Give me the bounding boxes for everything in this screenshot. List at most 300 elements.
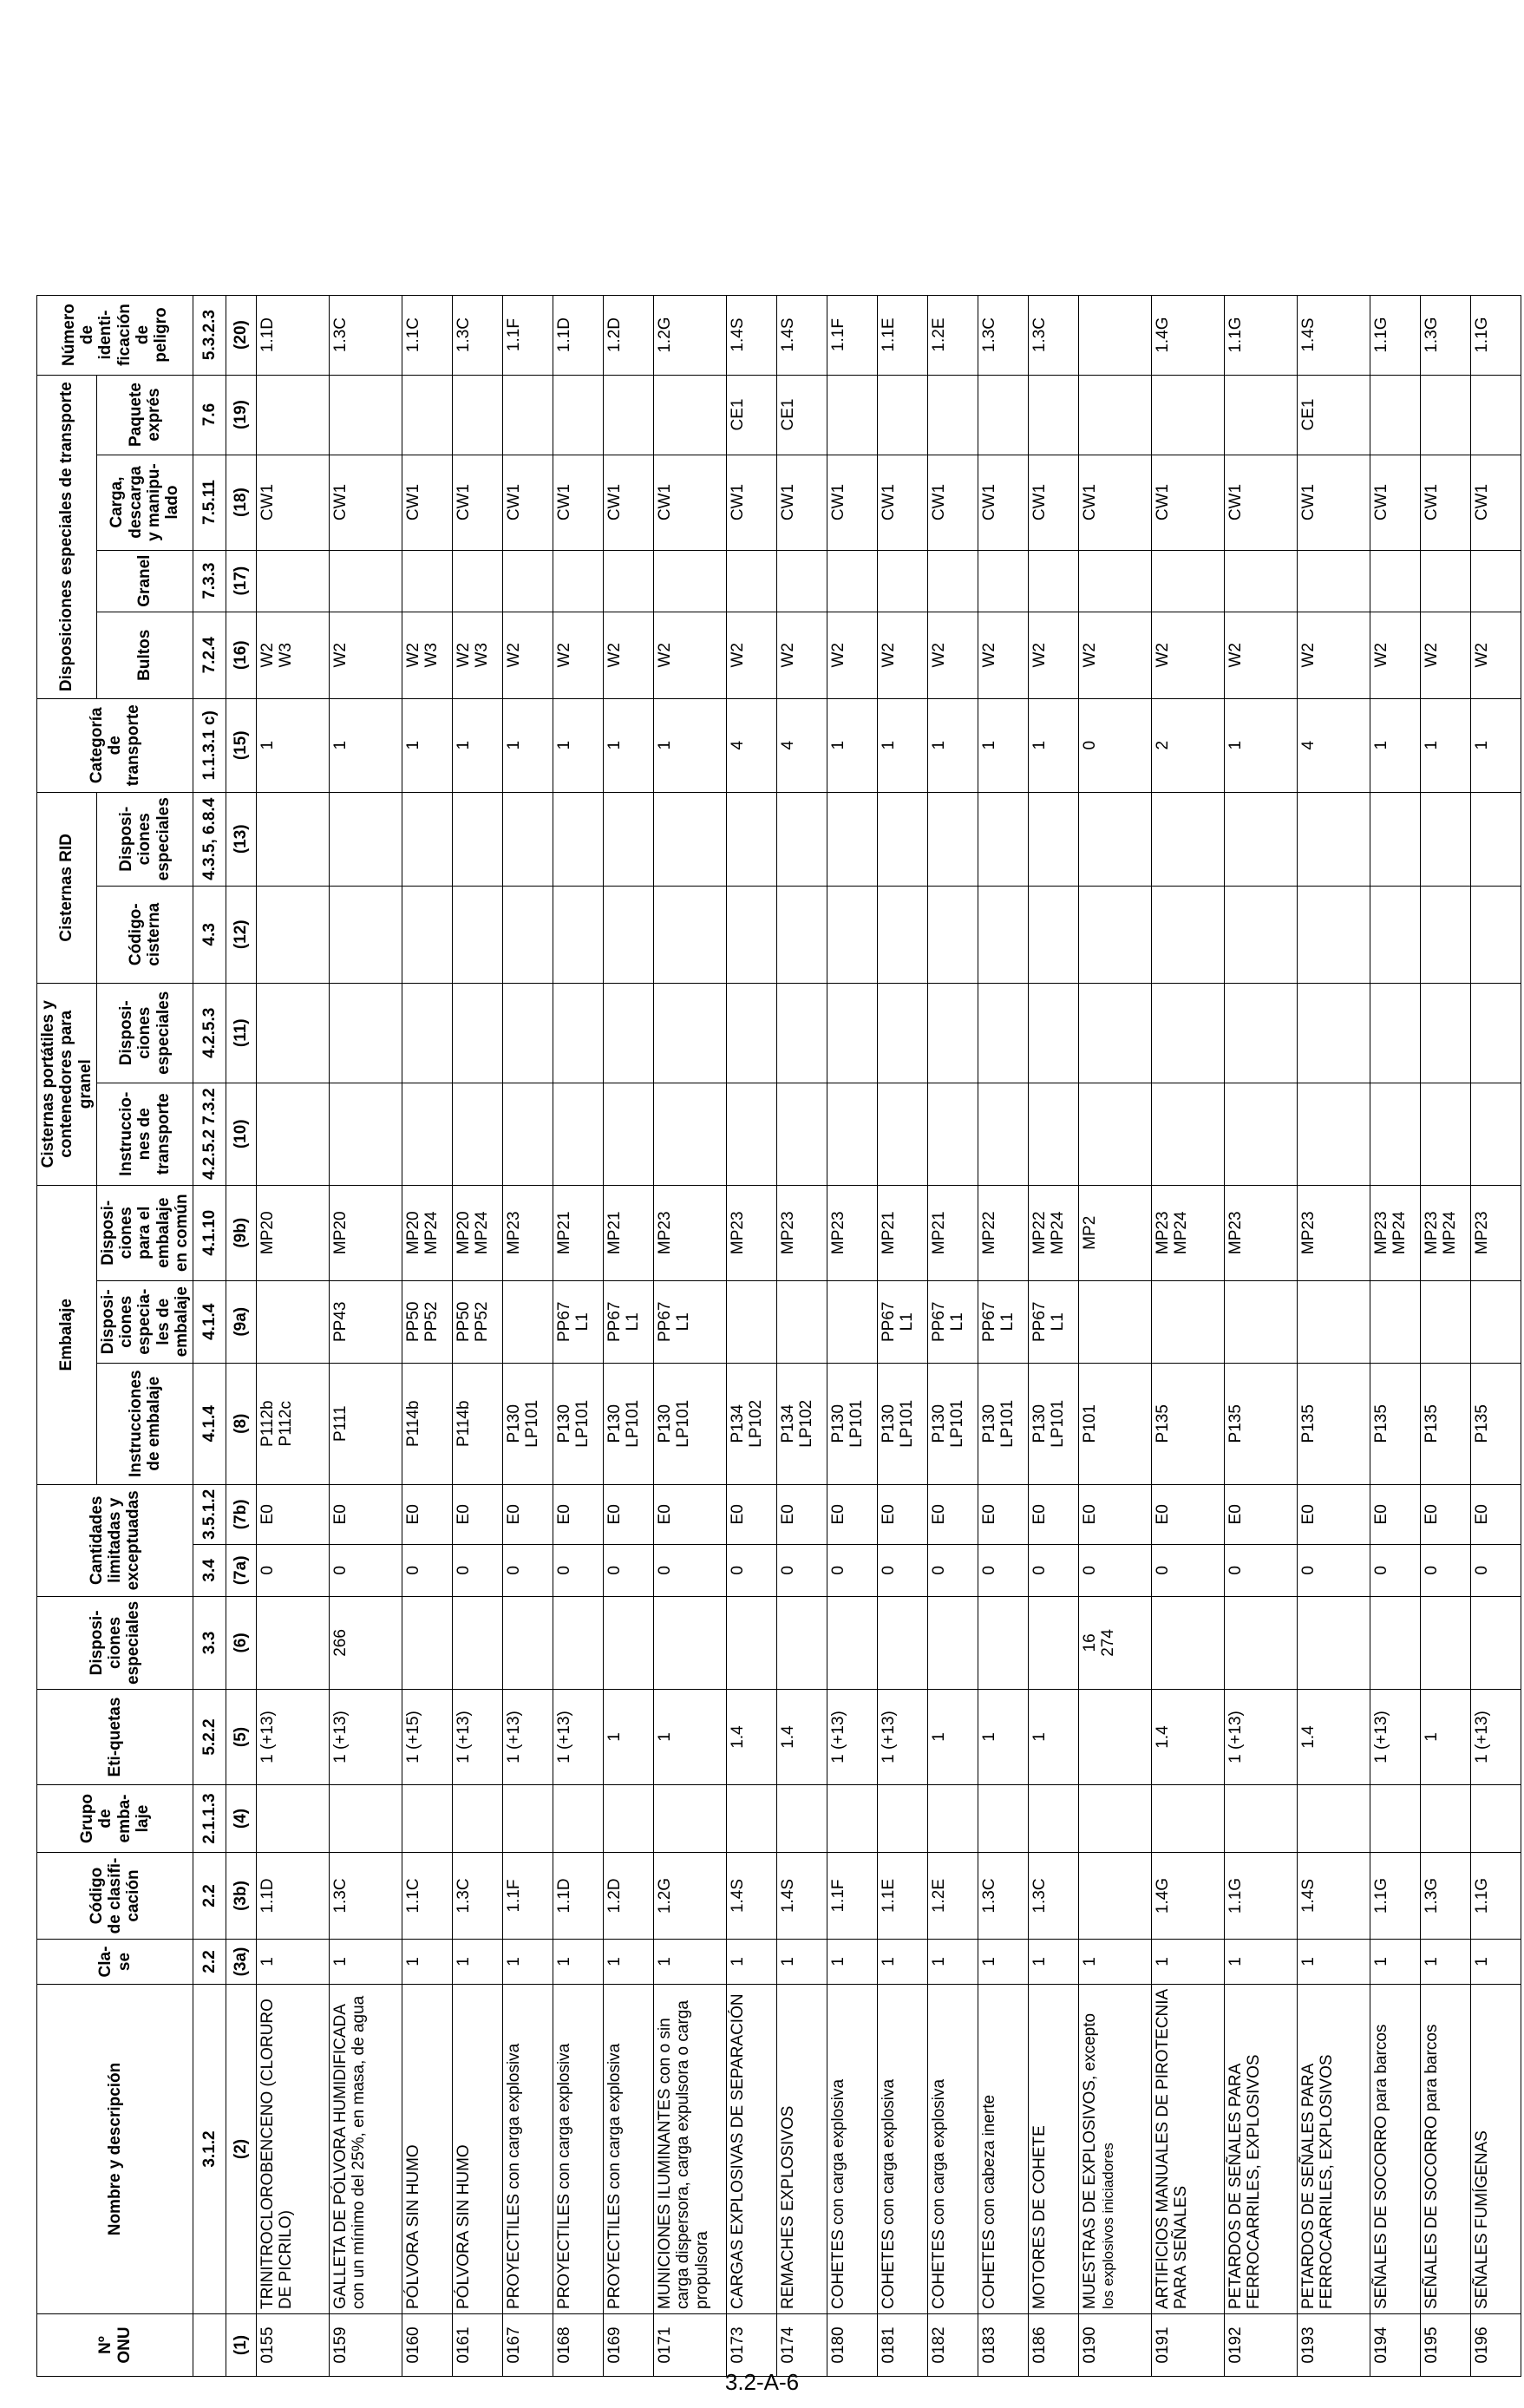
- name-cell: [827, 1985, 878, 2314]
- carga-cell: CW1: [604, 455, 654, 550]
- etiquetas-cell: 1 (+13): [878, 1690, 928, 1785]
- rid-disposiciones-cell: [257, 792, 330, 886]
- granel-cell: [777, 550, 827, 612]
- cantidad-limitada-cell: 0: [978, 1544, 1029, 1596]
- column-number-cell: (17): [226, 550, 257, 612]
- rid-disposiciones-cell: [1370, 792, 1421, 886]
- header-clase: Cla-se: [37, 1940, 193, 1985]
- codigo-cell: 1.3C: [978, 1853, 1029, 1940]
- table-row: [1079, 295, 1152, 2376]
- reference-cell: 2.2: [193, 1853, 226, 1940]
- granel-cell: [928, 550, 978, 612]
- bultos-cell: W2 W3: [453, 612, 503, 698]
- peligro-cell: 1.1G: [1370, 295, 1421, 375]
- expres-cell: [1370, 375, 1421, 455]
- rid-codigo-cell: [503, 886, 553, 983]
- categoria-cell: 1: [928, 698, 978, 792]
- rid-codigo-cell: [928, 886, 978, 983]
- grupo-cell: [453, 1785, 503, 1853]
- cantidad-exceptuada-cell: E0: [604, 1484, 654, 1544]
- rid-codigo-cell: [1298, 886, 1370, 983]
- embalaje-especial-cell: [1079, 1280, 1152, 1363]
- rid-disposiciones-cell: [878, 792, 928, 886]
- rid-codigo-cell: [453, 886, 503, 983]
- cp-disposiciones-cell: [1370, 983, 1421, 1083]
- cp-instrucciones-cell: [878, 1083, 928, 1185]
- cp-disposiciones-cell: [553, 983, 604, 1083]
- disp-cell: [827, 1596, 878, 1689]
- granel-cell: [402, 550, 453, 612]
- name-cell: [453, 1985, 503, 2314]
- cp-instrucciones-cell: [1152, 1083, 1225, 1185]
- embalaje-comun-cell: MP23 MP24: [1152, 1185, 1225, 1280]
- column-number-cell: (19): [226, 375, 257, 455]
- name-text: COHETES con carga explosiva: [930, 2078, 949, 2309]
- embalaje-comun-cell: MP23: [1225, 1185, 1298, 1280]
- categoria-cell: 4: [727, 698, 777, 792]
- table-row: [1370, 295, 1421, 2376]
- granel-cell: [257, 550, 330, 612]
- disp-cell: [1421, 1596, 1471, 1689]
- bultos-cell: W2: [1225, 612, 1298, 698]
- disp-cell: [777, 1596, 827, 1689]
- codigo-cell: 1.2D: [604, 1853, 654, 1940]
- name-cell: [777, 1985, 827, 2314]
- embalaje-cell: P135: [1152, 1363, 1225, 1484]
- name-text: SEÑALES FUMÍGENAS: [1473, 2130, 1492, 2309]
- cp-disposiciones-cell: [330, 983, 402, 1083]
- cantidad-exceptuada-cell: E0: [727, 1484, 777, 1544]
- peligro-cell: 1.1D: [257, 295, 330, 375]
- name-text: MUNICIONES ILUMINANTES con o sin carga dispersora, carga expulsora o carga propulsora: [656, 2000, 711, 2309]
- etiquetas-cell: 1 (+13): [330, 1690, 402, 1785]
- bultos-cell: W2: [654, 612, 727, 698]
- cp-disposiciones-cell: [1225, 983, 1298, 1083]
- peligro-cell: 1.1G: [1471, 295, 1521, 375]
- embalaje-especial-cell: [503, 1280, 553, 1363]
- rid-disposiciones-cell: [1298, 792, 1370, 886]
- onu-cell: 0195: [1421, 2314, 1471, 2377]
- embalaje-cell: P130 LP101: [978, 1363, 1029, 1484]
- name-cell: [654, 1985, 727, 2314]
- cantidad-limitada-cell: 0: [1225, 1544, 1298, 1596]
- embalaje-comun-cell: MP23: [1471, 1185, 1521, 1280]
- etiquetas-cell: 1 (+13): [1225, 1690, 1298, 1785]
- categoria-cell: 1: [878, 698, 928, 792]
- carga-cell: CW1: [453, 455, 503, 550]
- expres-cell: [1029, 375, 1079, 455]
- carga-cell: CW1: [1029, 455, 1079, 550]
- header-paquete-expres: Paquete exprés: [96, 375, 193, 455]
- cantidad-limitada-cell: 0: [1029, 1544, 1079, 1596]
- cp-disposiciones-cell: [604, 983, 654, 1083]
- cantidad-limitada-cell: 0: [503, 1544, 553, 1596]
- cp-instrucciones-cell: [978, 1083, 1029, 1185]
- cantidad-exceptuada-cell: E0: [1029, 1484, 1079, 1544]
- header-cp-disposiciones-especiales: Disposi-ciones especiales: [96, 983, 193, 1083]
- bultos-cell: W2 W3: [257, 612, 330, 698]
- embalaje-comun-cell: MP21: [604, 1185, 654, 1280]
- bultos-cell: W2: [503, 612, 553, 698]
- name-cell: [604, 1985, 654, 2314]
- grupo-cell: [727, 1785, 777, 1853]
- grupo-cell: [1471, 1785, 1521, 1853]
- reference-cell: 4.2.5.2 7.3.2: [193, 1083, 226, 1185]
- bultos-cell: W2: [1471, 612, 1521, 698]
- reference-cell: 4.3.5, 6.8.4: [193, 792, 226, 886]
- embalaje-cell: P101: [1079, 1363, 1152, 1484]
- categoria-cell: 1: [827, 698, 878, 792]
- bultos-cell: W2 W3: [402, 612, 453, 698]
- etiquetas-cell: 1 (+13): [553, 1690, 604, 1785]
- header-instrucciones-transporte: Instruccio-nes de transporte: [96, 1083, 193, 1185]
- name-cell: [1225, 1985, 1298, 2314]
- granel-cell: [1421, 550, 1471, 612]
- onu-cell: 0194: [1370, 2314, 1421, 2377]
- header-embalaje-comun: Disposi-ciones para el embalaje en común: [96, 1185, 193, 1280]
- onu-cell: 0192: [1225, 2314, 1298, 2377]
- reference-cell: 7.5.11: [193, 455, 226, 550]
- embalaje-cell: P111: [330, 1363, 402, 1484]
- table-row: [1471, 295, 1521, 2376]
- etiquetas-cell: 1 (+13): [1370, 1690, 1421, 1785]
- categoria-cell: 1: [604, 698, 654, 792]
- column-number-cell: (2): [226, 1985, 257, 2314]
- header-carga: Carga, descarga y manipu-lado: [96, 455, 193, 550]
- reference-cell: 7.2.4: [193, 612, 226, 698]
- column-number-cell: (18): [226, 455, 257, 550]
- onu-cell: 0190: [1079, 2314, 1152, 2377]
- table-row: [1421, 295, 1471, 2376]
- cantidad-limitada-cell: 0: [553, 1544, 604, 1596]
- granel-cell: [978, 550, 1029, 612]
- categoria-cell: 4: [1298, 698, 1370, 792]
- cantidad-exceptuada-cell: E0: [1471, 1484, 1521, 1544]
- cp-instrucciones-cell: [330, 1083, 402, 1185]
- table-body: [257, 295, 1521, 2376]
- peligro-cell: 1.3C: [453, 295, 503, 375]
- carga-cell: CW1: [727, 455, 777, 550]
- header-numero-peligro: Número de identi-ficación de peligro: [37, 295, 193, 375]
- rid-disposiciones-cell: [928, 792, 978, 886]
- clase-cell: 1: [402, 1940, 453, 1985]
- cantidad-exceptuada-cell: E0: [1298, 1484, 1370, 1544]
- categoria-cell: 1: [1370, 698, 1421, 792]
- bultos-cell: W2: [1079, 612, 1152, 698]
- embalaje-comun-cell: MP20 MP24: [453, 1185, 503, 1280]
- granel-cell: [1298, 550, 1370, 612]
- cantidad-exceptuada-cell: E0: [553, 1484, 604, 1544]
- codigo-cell: 1.1F: [503, 1853, 553, 1940]
- name-cell: [402, 1985, 453, 2314]
- header-codigo: Código de clasifi-cación: [37, 1853, 193, 1940]
- embalaje-cell: P130 LP101: [827, 1363, 878, 1484]
- embalaje-cell: P114b: [402, 1363, 453, 1484]
- grupo-cell: [402, 1785, 453, 1853]
- name-detail-text: los explosivos iniciadores: [1100, 2143, 1117, 2309]
- categoria-cell: 1: [330, 698, 402, 792]
- embalaje-comun-cell: MP21: [553, 1185, 604, 1280]
- disp-cell: [402, 1596, 453, 1689]
- cantidad-limitada-cell: 0: [330, 1544, 402, 1596]
- rid-codigo-cell: [1370, 886, 1421, 983]
- name-cell: [330, 1985, 402, 2314]
- reference-cell: 2.2: [193, 1940, 226, 1985]
- cp-disposiciones-cell: [1421, 983, 1471, 1083]
- reference-cell: 2.1.1.3: [193, 1785, 226, 1853]
- peligro-cell: 1.4S: [727, 295, 777, 375]
- reference-cell: 3.4: [193, 1544, 226, 1596]
- header-cisternas-rid: Cisternas RID: [37, 792, 97, 983]
- codigo-cell: 1.4S: [777, 1853, 827, 1940]
- cantidad-exceptuada-cell: E0: [1421, 1484, 1471, 1544]
- codigo-cell: 1.4S: [727, 1853, 777, 1940]
- expres-cell: CE1: [777, 375, 827, 455]
- carga-cell: CW1: [827, 455, 878, 550]
- embalaje-cell: P130 LP101: [654, 1363, 727, 1484]
- cantidad-limitada-cell: 0: [1421, 1544, 1471, 1596]
- clase-cell: 1: [1225, 1940, 1298, 1985]
- expres-cell: [453, 375, 503, 455]
- cp-disposiciones-cell: [1298, 983, 1370, 1083]
- codigo-cell: 1.1C: [402, 1853, 453, 1940]
- bultos-cell: W2: [330, 612, 402, 698]
- column-number-cell: (15): [226, 698, 257, 792]
- table-row: [1029, 295, 1079, 2376]
- embalaje-cell: P130 LP101: [1029, 1363, 1079, 1484]
- page-footer: 3.2-A-6: [724, 2369, 800, 2395]
- name-cell: [1421, 1985, 1471, 2314]
- cp-disposiciones-cell: [402, 983, 453, 1083]
- embalaje-cell: P135: [1471, 1363, 1521, 1484]
- bultos-cell: W2: [1029, 612, 1079, 698]
- granel-cell: [654, 550, 727, 612]
- cantidad-exceptuada-cell: E0: [928, 1484, 978, 1544]
- cp-disposiciones-cell: [654, 983, 727, 1083]
- embalaje-especial-cell: PP67 L1: [978, 1280, 1029, 1363]
- cp-instrucciones-cell: [1029, 1083, 1079, 1185]
- cp-disposiciones-cell: [1471, 983, 1521, 1083]
- carga-cell: CW1: [330, 455, 402, 550]
- embalaje-cell: P130 LP101: [553, 1363, 604, 1484]
- peligro-cell: 1.2E: [928, 295, 978, 375]
- embalaje-comun-cell: MP22: [978, 1185, 1029, 1280]
- expres-cell: [1152, 375, 1225, 455]
- cantidad-exceptuada-cell: E0: [878, 1484, 928, 1544]
- disp-cell: [257, 1596, 330, 1689]
- name-text: PETARDOS DE SEÑALES PARA FERROCARRILES, EXPLOSIVOS: [1299, 2054, 1337, 2309]
- expres-cell: [928, 375, 978, 455]
- cantidad-limitada-cell: 0: [727, 1544, 777, 1596]
- header-grupo: Grupo de emba-laje: [37, 1785, 193, 1853]
- name-cell: [553, 1985, 604, 2314]
- column-number-cell: (9a): [226, 1280, 257, 1363]
- name-text: PROYECTILES con carga explosiva: [505, 2043, 524, 2309]
- cp-disposiciones-cell: [1029, 983, 1079, 1083]
- onu-cell: 0181: [878, 2314, 928, 2377]
- name-text: TRINITROCLOROBENCENO (CLORURO DE PICRILO): [258, 1999, 296, 2309]
- codigo-cell: 1.4G: [1152, 1853, 1225, 1940]
- cantidad-exceptuada-cell: E0: [978, 1484, 1029, 1544]
- table-row: [727, 295, 777, 2376]
- cantidad-limitada-cell: 0: [777, 1544, 827, 1596]
- reference-cell: 4.1.10: [193, 1185, 226, 1280]
- rid-disposiciones-cell: [1225, 792, 1298, 886]
- etiquetas-cell: 1 (+13): [1471, 1690, 1521, 1785]
- embalaje-especial-cell: [257, 1280, 330, 1363]
- bultos-cell: W2: [827, 612, 878, 698]
- grupo-cell: [1152, 1785, 1225, 1853]
- header-cantidades: Cantidades limitadas y exceptuadas: [37, 1484, 193, 1596]
- onu-cell: 0169: [604, 2314, 654, 2377]
- embalaje-comun-cell: MP23 MP24: [1370, 1185, 1421, 1280]
- categoria-cell: 1: [1471, 698, 1521, 792]
- clase-cell: 1: [878, 1940, 928, 1985]
- codigo-cell: 1.3C: [330, 1853, 402, 1940]
- cp-instrucciones-cell: [1370, 1083, 1421, 1185]
- cp-disposiciones-cell: [453, 983, 503, 1083]
- name-cell: [1152, 1985, 1225, 2314]
- clase-cell: 1: [453, 1940, 503, 1985]
- embalaje-especial-cell: [1471, 1280, 1521, 1363]
- bultos-cell: W2: [978, 612, 1029, 698]
- grupo-cell: [777, 1785, 827, 1853]
- rid-codigo-cell: [1421, 886, 1471, 983]
- onu-cell: 0196: [1471, 2314, 1521, 2377]
- granel-cell: [553, 550, 604, 612]
- cp-instrucciones-cell: [553, 1083, 604, 1185]
- column-number-row: [226, 295, 257, 2376]
- onu-cell: 0167: [503, 2314, 553, 2377]
- carga-cell: CW1: [654, 455, 727, 550]
- expres-cell: [1079, 375, 1152, 455]
- reference-cell: 4.1.4: [193, 1363, 226, 1484]
- onu-cell: 0171: [654, 2314, 727, 2377]
- embalaje-comun-cell: MP23: [654, 1185, 727, 1280]
- rid-codigo-cell: [777, 886, 827, 983]
- onu-cell: 0186: [1029, 2314, 1079, 2377]
- header-disposiciones-especiales-embalaje: Disposi-ciones especia-les de embalaje: [96, 1280, 193, 1363]
- cantidad-exceptuada-cell: E0: [827, 1484, 878, 1544]
- grupo-cell: [1421, 1785, 1471, 1853]
- table-row: [827, 295, 878, 2376]
- rid-codigo-cell: [402, 886, 453, 983]
- peligro-cell: 1.3G: [1421, 295, 1471, 375]
- embalaje-comun-cell: MP23: [503, 1185, 553, 1280]
- carga-cell: CW1: [878, 455, 928, 550]
- grupo-cell: [503, 1785, 553, 1853]
- grupo-cell: [1029, 1785, 1079, 1853]
- etiquetas-cell: [1079, 1690, 1152, 1785]
- name-text: COHETES con cabeza inerte: [980, 2094, 999, 2309]
- name-text: MOTORES DE COHETE: [1030, 2125, 1050, 2309]
- cp-disposiciones-cell: [1079, 983, 1152, 1083]
- codigo-cell: 1.3C: [453, 1853, 503, 1940]
- clase-cell: 1: [654, 1940, 727, 1985]
- onu-cell: 0174: [777, 2314, 827, 2377]
- peligro-cell: 1.3C: [330, 295, 402, 375]
- table-row: [654, 295, 727, 2376]
- embalaje-cell: P130 LP101: [604, 1363, 654, 1484]
- embalaje-comun-cell: MP23: [727, 1185, 777, 1280]
- table-row: [257, 295, 330, 2376]
- clase-cell: 1: [1421, 1940, 1471, 1985]
- bultos-cell: W2: [878, 612, 928, 698]
- header-disposiciones-transporte: Disposiciones especiales de transporte: [37, 375, 97, 698]
- grupo-cell: [330, 1785, 402, 1853]
- embalaje-comun-cell: MP20 MP24: [402, 1185, 453, 1280]
- cp-instrucciones-cell: [654, 1083, 727, 1185]
- rid-disposiciones-cell: [1421, 792, 1471, 886]
- peligro-cell: 1.1G: [1225, 295, 1298, 375]
- table-row: [878, 295, 928, 2376]
- expres-cell: CE1: [727, 375, 777, 455]
- cp-instrucciones-cell: [1079, 1083, 1152, 1185]
- rid-codigo-cell: [1471, 886, 1521, 983]
- cantidad-limitada-cell: 0: [654, 1544, 727, 1596]
- granel-cell: [453, 550, 503, 612]
- column-number-cell: (9b): [226, 1185, 257, 1280]
- codigo-cell: 1.1D: [553, 1853, 604, 1940]
- onu-cell: 0182: [928, 2314, 978, 2377]
- codigo-cell: 1.1G: [1471, 1853, 1521, 1940]
- categoria-cell: 1: [257, 698, 330, 792]
- column-number-cell: (11): [226, 983, 257, 1083]
- embalaje-especial-cell: PP50 PP52: [453, 1280, 503, 1363]
- grupo-cell: [1370, 1785, 1421, 1853]
- cantidad-exceptuada-cell: E0: [1225, 1484, 1298, 1544]
- rid-disposiciones-cell: [1471, 792, 1521, 886]
- embalaje-especial-cell: [1370, 1280, 1421, 1363]
- expres-cell: [257, 375, 330, 455]
- reference-cell: 5.2.2: [193, 1690, 226, 1785]
- cantidad-exceptuada-cell: E0: [1079, 1484, 1152, 1544]
- embalaje-comun-cell: MP23: [827, 1185, 878, 1280]
- grupo-cell: [928, 1785, 978, 1853]
- peligro-cell: 1.1F: [827, 295, 878, 375]
- embalaje-especial-cell: PP67 L1: [654, 1280, 727, 1363]
- granel-cell: [1225, 550, 1298, 612]
- embalaje-cell: P112b P112c: [257, 1363, 330, 1484]
- name-text: ARTIFICIOS MANUALES DE PIROTECNIA PARA SEÑALES: [1154, 1989, 1191, 2309]
- cp-disposiciones-cell: [727, 983, 777, 1083]
- peligro-cell: [1079, 295, 1152, 375]
- grupo-cell: [1079, 1785, 1152, 1853]
- cp-instrucciones-cell: [257, 1083, 330, 1185]
- name-text: PROYECTILES con carga explosiva: [605, 2043, 625, 2309]
- disp-cell: [1298, 1596, 1370, 1689]
- column-number-cell: (3a): [226, 1940, 257, 1985]
- column-number-cell: (10): [226, 1083, 257, 1185]
- cp-instrucciones-cell: [1225, 1083, 1298, 1185]
- embalaje-especial-cell: PP50 PP52: [402, 1280, 453, 1363]
- rid-codigo-cell: [330, 886, 402, 983]
- etiquetas-cell: 1.4: [777, 1690, 827, 1785]
- reference-cell: [193, 2314, 226, 2377]
- onu-cell: 0173: [727, 2314, 777, 2377]
- cantidad-limitada-cell: 0: [257, 1544, 330, 1596]
- expres-cell: [604, 375, 654, 455]
- table-row: [928, 295, 978, 2376]
- embalaje-especial-cell: [1225, 1280, 1298, 1363]
- embalaje-cell: P114b: [453, 1363, 503, 1484]
- grupo-cell: [654, 1785, 727, 1853]
- onu-cell: 0180: [827, 2314, 878, 2377]
- cantidad-exceptuada-cell: E0: [453, 1484, 503, 1544]
- cantidad-exceptuada-cell: E0: [1152, 1484, 1225, 1544]
- name-cell: [1298, 1985, 1370, 2314]
- header-codigo-cisterna: Código-cisterna: [96, 886, 193, 983]
